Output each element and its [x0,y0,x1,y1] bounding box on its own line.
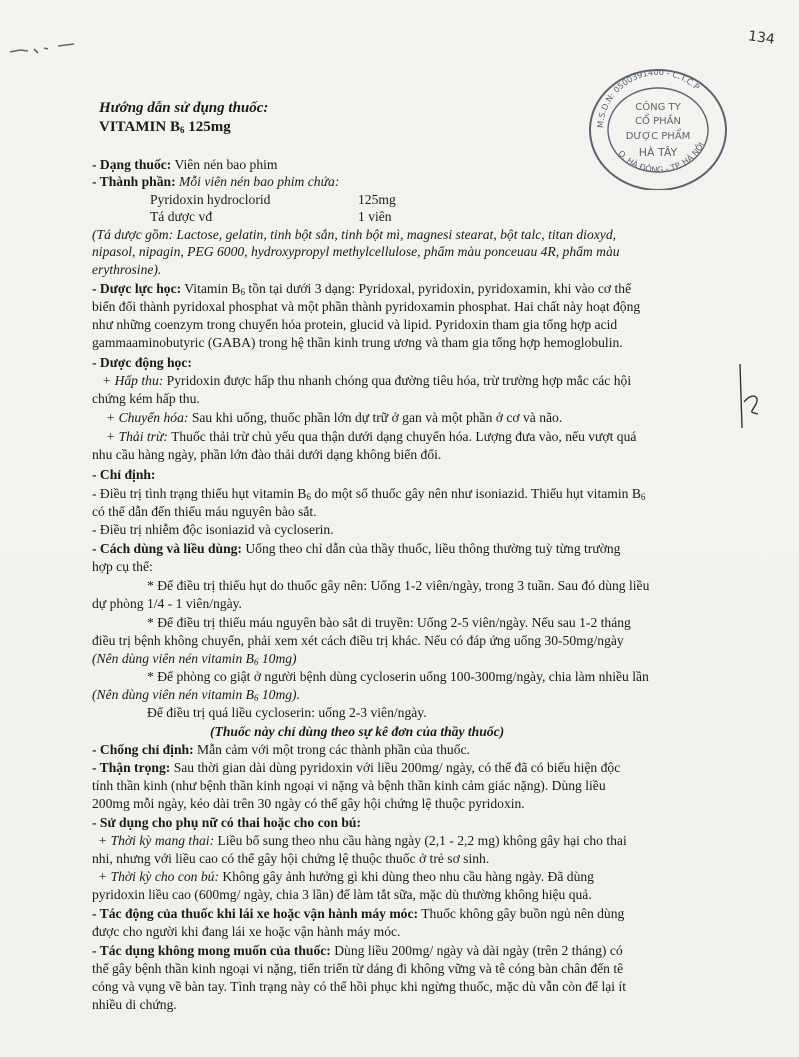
section-composition: - Thành phần: Mỗi viên nén bao phim chứa: [92,174,340,189]
text-line: nhu cầu hàng ngày, phần lớn đào thải dưới dạng không biến đổi. [92,447,442,462]
section-side-effects: - Tác dụng không mong muốn của thuốc: Dùng liều 200mg/ ngày và dài ngày (trên 2 tháng) có [92,943,623,958]
section-pregnancy: - Sử dụng cho phụ nữ có thai hoặc cho con bú: [92,815,362,830]
prescription-note: (Thuốc này chỉ dùng theo sự kê đơn của thầy thuốc) [210,724,505,739]
text-line: pyridoxin liều cao (600mg/ ngày, chia 3 lần) để làm tắt sữa, mặc dù thường không hiệu quả. [92,887,592,902]
section-pharmacokinetics: - Dược động học: [92,355,192,370]
product-name: VITAMIN $B_6$ 125mg [99,119,231,135]
text-line: (Nên dùng viên nén vitamin $B_6$ 10mg) [92,651,297,667]
text-line: + Hấp thu: Pyridoxin được hấp thu nhanh chóng qua đường tiêu hóa, trừ trường hợp mắc các hội [102,373,632,388]
text-line: + Thải trừ: Thuốc thải trừ chủ yếu qua thận dưới dạng chuyển hóa. Lượng đưa vào, nếu vượt quá [106,429,637,444]
ingredient-amount: 125mg [358,192,396,207]
text-line: * Để điều trị thiếu máu nguyên bào sắt di truyền: Uống 2-5 viên/ngày. Nếu sau 1-2 tháng [147,615,631,630]
text-line: cóng và vụng về bàn tay. Tình trạng này có thể hồi phục khi ngừng thuốc, mặc dù vẫn còn để lại ít [92,979,626,994]
text-line: - Điều trị tình trạng thiếu hụt vitamin $B_6$ do một số thuốc gây nên như isoniazid. Thiếu hụt vitamin $B_6$ [92,486,646,502]
text-line: (Nên dùng viên nén vitamin $B_6$ 10mg). [92,687,300,703]
section-dosage-form: - Dạng thuốc: Viên nén bao phim [92,157,278,172]
text-line: hợp cụ thể: [92,559,153,574]
text-line: biến đổi thành pyridoxal phosphat và một phần thành pyridoxamin phosphat. Hai chất này hoạt động [92,299,641,314]
text-line: * Để điều trị thiếu hụt do thuốc gây nên: Uống 1-2 viên/ngày, trong 3 tuần. Sau đó dùng liều [147,578,650,593]
stamp-line1: CÔNG TY [635,102,681,113]
text-line: - Điều trị nhiễm độc isoniazid và cycloserin. [92,522,334,537]
ingredient-amount: 1 viên [358,209,392,224]
text-line: có thể dẫn đến thiếu máu nguyên bào sắt. [92,504,317,519]
handwritten-margin-mark [730,362,770,432]
section-precautions: - Thận trọng: Sau thời gian dài dùng pyridoxin với liều 200mg/ ngày, có thể đã có biểu hiện độc [92,760,621,775]
text-line: nhi, nhưng với liều cao có thể gây hội chứng lệ thuộc thuốc ở trẻ sơ sinh. [92,851,490,866]
text-line: gammaaminobutyric (GABA) trong hệ thần kinh trung ương và tham gia tổng hợp hemoglobulin. [92,335,623,350]
text-line: thể gây bệnh thần kinh ngoại vi nặng, tiến triển từ dáng đi không vững và tê cóng bàn chân đến tê [92,961,624,976]
text-line: điều trị bệnh không chuyển, phải xem xét cách điều trị khác. Nếu có đáp ứng uống 30-50mg/ngày [92,633,624,648]
company-stamp [587,64,729,190]
text-line: tính thần kinh (như bệnh thần kinh ngoại vi nặng và bệnh thần kinh cảm giác nặng). Dùng liều [92,778,606,793]
text-line: + Chuyển hóa: Sau khi uống, thuốc phần lớn dự trữ ở gan và một phần ở cơ và não. [106,410,563,425]
margin-scribble [8,40,78,60]
stamp-line4: HÀ TÂY [638,146,678,159]
text-line: + Thời kỳ mang thai: Liều bổ sung theo nhu cầu hàng ngày (2,1 - 2,2 mg) không gây hại cho thai [98,833,627,848]
excipients-line: (Tá dược gồm: Lactose, gelatin, tinh bột sắn, tinh bột mì, magnesi stearat, bột talc, titan dioxyd, [92,227,617,242]
stamp-bottom-text: Q. HÀ ĐÔNG - TP. HÀ NỘI [616,140,707,175]
excipients-line: nipasol, nipagin, PEG 6000, hydroxypropyl methylcellulose, phẩm màu ponceuau 4R, phẩm màu [92,244,620,259]
section-driving: - Tác động của thuốc khi lái xe hoặc vận hành máy móc: Thuốc không gây buồn ngủ nên dùng [92,906,625,921]
ingredient-name: Pyridoxin hydroclorid [150,192,271,207]
text-line: Để điều trị quá liều cycloserin: uống 2-3 viên/ngày. [147,705,427,720]
text-line: * Để phòng co giật ở người bệnh dùng cycloserin uống 100-300mg/ngày, chia làm nhiều lần [147,669,649,684]
stamp-line2: CỔ PHẦN [635,116,681,127]
section-indications: - Chỉ định: [92,467,156,482]
text-line: nhiều di chứng. [92,997,177,1012]
section-contraindications: - Chống chỉ định: Mẫn cảm với một trong các thành phần của thuốc. [92,742,470,757]
text-line: dự phòng 1/4 - 1 viên/ngày. [92,596,242,611]
text-line: như những coenzym trong chuyển hóa protein, glucid và lipid. Pyridoxin tham gia tổng hợp acid [92,317,618,332]
doc-title: Hướng dẫn sử dụng thuốc: [99,100,269,116]
text-line: chứng kém hấp thu. [92,391,200,406]
section-pharmacodynamics: - Dược lực học: Vitamin $B_6$ tồn tại dưới 3 dạng: Pyridoxal, pyridoxin, pyridoxamin, khi vào cơ thể [92,281,632,297]
stamp-line3: DƯỢC PHẨM [625,131,691,142]
section-dosage: - Cách dùng và liều dùng: Uống theo chỉ dẫn của thầy thuốc, liều thông thường tuỳ từng trường [92,541,621,556]
ingredient-name: Tá dược vđ [150,209,213,224]
excipients-line: erythrosine). [92,262,162,277]
text-line: 200mg mỗi ngày, kéo dài trên 30 ngày có thể gây hội chứng lệ thuộc pyridoxin. [92,796,525,811]
text-line: được cho người khi đang lái xe hoặc vận hành máy móc. [92,924,401,939]
stamp-top-text: M.S.D.N: 0500391400 - C.T.C.P [594,66,702,129]
text-line: + Thời kỳ cho con bú: Không gây ảnh hưởng gì khi dùng theo nhu cầu hàng ngày. Đã dùng [98,869,594,884]
page-number: 134 [747,28,776,48]
